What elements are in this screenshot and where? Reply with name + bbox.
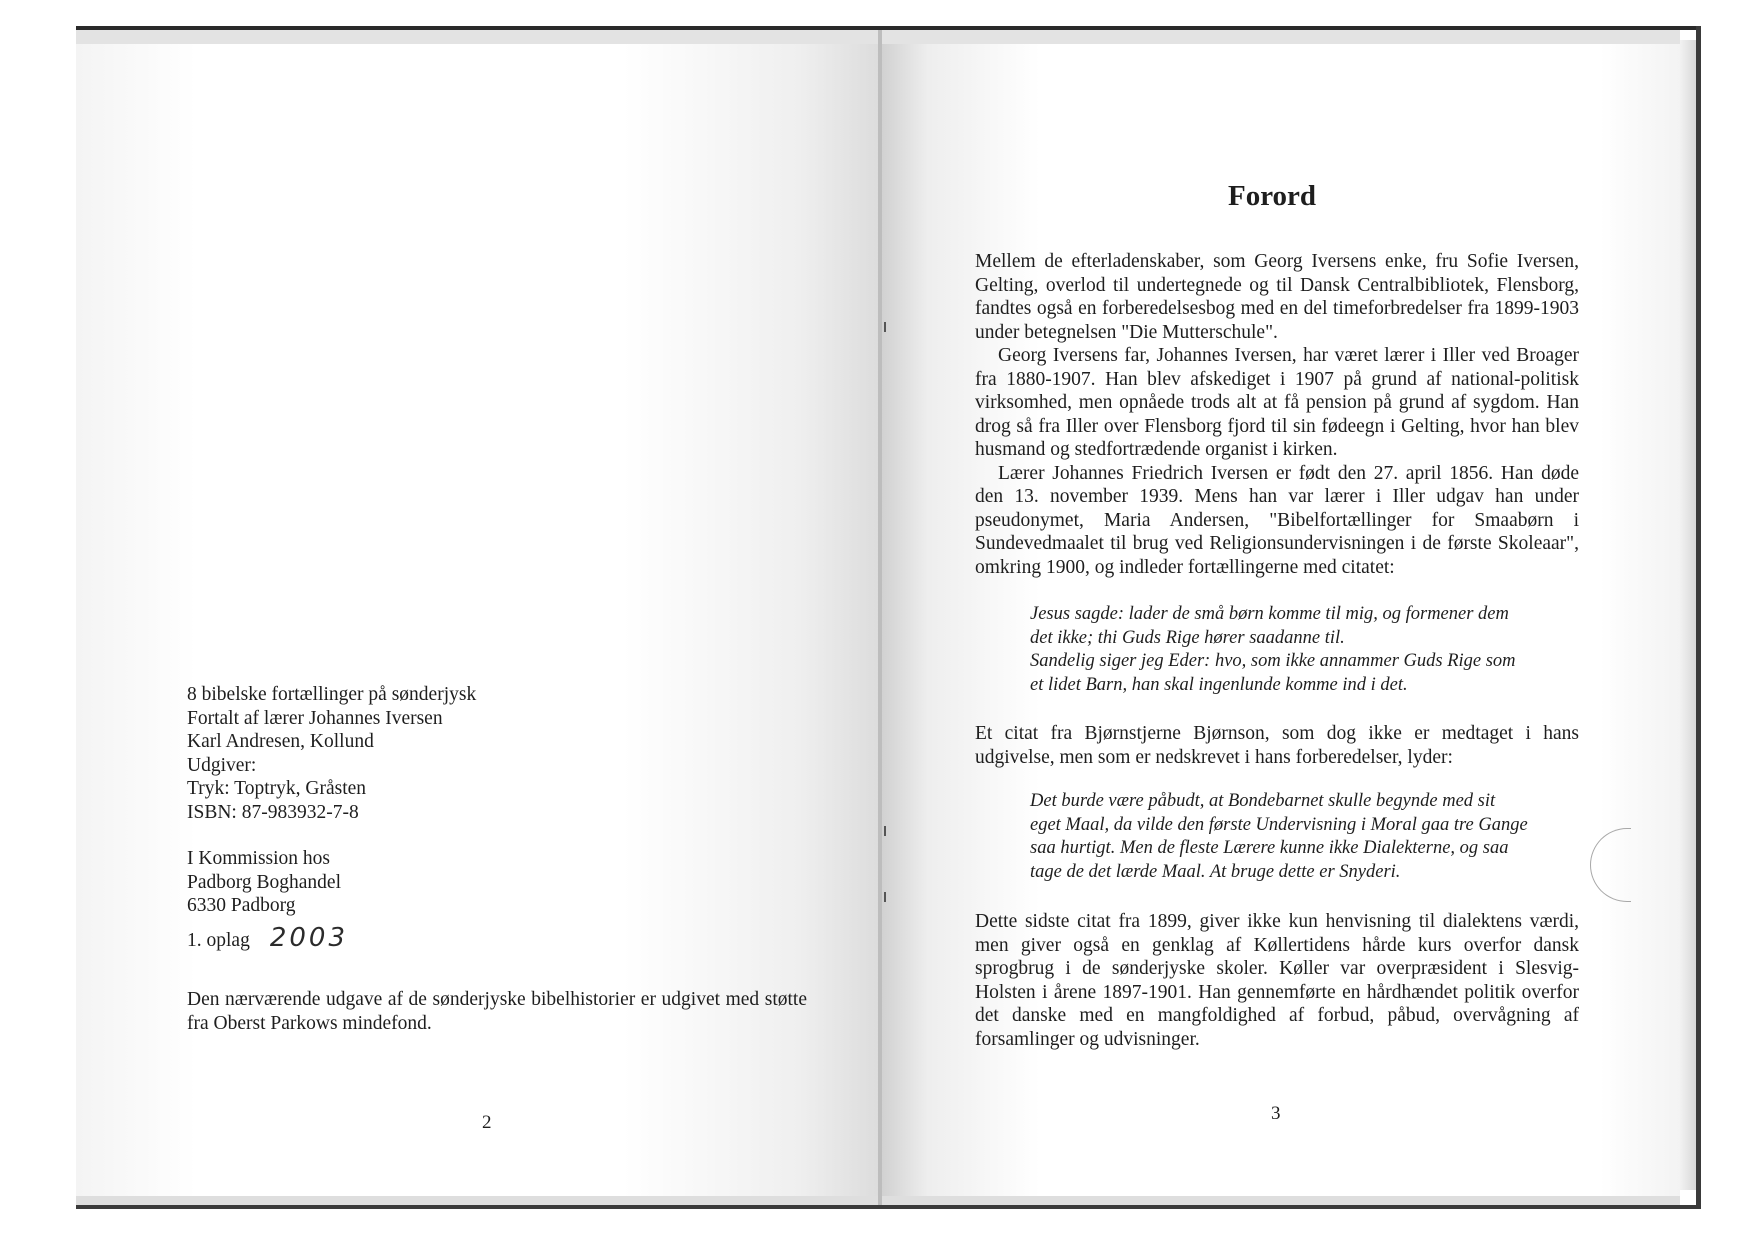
quote-jesus-line-1: Jesus sagde: lader de små børn komme til mig, og formener dem det ikke; thi Guds Rige hører saadanne til. bbox=[1030, 604, 1509, 648]
paragraph-2: Georg Iversens far, Johannes Iversen, har været lærer i Iller ved Broager fra 1880-1907. Han blev afskediget i 1907 på grund af national-politisk virksomhed, men opnåede trods alt at få pension på grund af sygdom. Han drog så fra Iller over Flensborg fjord til sin fødeegn i Gelting, hvor han blev husmand og stedfortrædende organist i kirken. bbox=[975, 345, 1579, 460]
paragraph-5: Dette sidste citat fra 1899, giver ikke kun henvisning til dialektens værdi, men giver også en genklag af Køllertidens hårde kurs overfor dansk sprogbrug i de sønderjyske skoler. Køller var overpræsident i Slesvig-Holsten i årene 1897-1901. Han gennemførte en hårdhændet politik overfor det danske med en mangfoldighed af forbud, påbud, overvågning af forsamlinger og udvisninger. bbox=[975, 911, 1579, 1050]
colophon bbox=[187, 683, 476, 952]
quote-jesus-line-2: Sandelig siger jeg Eder: hvo, som ikke annammer Guds Rige som et lidet Barn, han skal ingenlunde komme ind i det. bbox=[1030, 651, 1516, 695]
commission-city: 6330 Padborg bbox=[187, 895, 296, 916]
margin-tick-mark bbox=[884, 892, 886, 902]
colophon-title: 8 bibelske fortællinger på sønderjysk bbox=[187, 684, 477, 705]
page-number-left: 2 bbox=[482, 1112, 492, 1133]
foreword-body bbox=[975, 250, 1579, 579]
scan-border-right bbox=[1696, 26, 1701, 1209]
colophon-isbn: ISBN: 87-983932-7-8 bbox=[187, 801, 359, 823]
edition-label: 1. oplag bbox=[187, 929, 250, 951]
handwritten-year: 2003 bbox=[269, 922, 348, 953]
edition-line bbox=[187, 922, 476, 953]
page-title: Forord bbox=[1228, 180, 1317, 212]
paragraph-1: Mellem de efterladenskaber, som Georg Iversens enke, fru Sofie Iversen, Gelting, overlod til undertegnede og til Dansk Centralbibliotek, Flensborg, fandtes også en forberedelsesbog med en del timeforbredelser fra 1899-1903 under betegnelsen "Die Mutterschule". bbox=[975, 251, 1579, 343]
page-number-right: 3 bbox=[1271, 1103, 1281, 1124]
margin-tick-mark bbox=[884, 322, 886, 332]
closing-text bbox=[975, 910, 1579, 1051]
margin-tick-mark bbox=[884, 826, 886, 836]
colophon-editor: Karl Andresen, Kollund bbox=[187, 731, 374, 752]
colophon-spacer bbox=[187, 824, 476, 847]
quote-jesus bbox=[1030, 603, 1530, 697]
back-sheet-edge bbox=[1680, 40, 1696, 1190]
commission-label: I Kommission hos bbox=[187, 848, 331, 869]
paragraph-4: Et citat fra Bjørnstjerne Bjørnson, som dog ikke er medtaget i hans udgivelse, men som er nedskrevet i hans forberedelser, lyder: bbox=[975, 723, 1579, 768]
paragraph-3: Lærer Johannes Friedrich Iversen er født den 27. april 1856. Han døde den 13. november 1939. Mens han var lærer i Iller udgav han under pseudonymet, Maria Andersen, "Bibelfortællinger for Smaabørn i Sundevedmaalet til brug ved Religionsundervisningen i de første Skoleaar", omkring 1900, og indleder fortællingerne med citatet: bbox=[975, 462, 1579, 578]
quote-bjornson bbox=[1030, 790, 1530, 884]
scan-border-bottom bbox=[76, 1205, 1700, 1209]
commission-store: Padborg Boghandel bbox=[187, 871, 342, 893]
colophon-publisher: Udgiver: bbox=[187, 754, 257, 776]
bjornson-intro bbox=[975, 722, 1579, 769]
support-note: Den nærværende udgave af de sønderjyske bibelhistorier er udgivet med støtte fra Oberst Parkows mindefond. bbox=[187, 989, 807, 1034]
colophon-author: Fortalt af lærer Johannes Iversen bbox=[187, 707, 443, 729]
book-gutter bbox=[878, 30, 882, 1205]
quote-bjornson-text: Det burde være påbudt, at Bondebarnet skulle begynde med sit eget Maal, da vilde den første Undervisning i Moral gaa tre Gange saa hurtigt. Men de fleste Lærere kunne ikke Dialekterne, og saa tage de det lærde Maal. At bruge dette er Snyderi. bbox=[1030, 791, 1528, 882]
colophon-printer: Tryk: Toptryk, Gråsten bbox=[187, 778, 367, 799]
